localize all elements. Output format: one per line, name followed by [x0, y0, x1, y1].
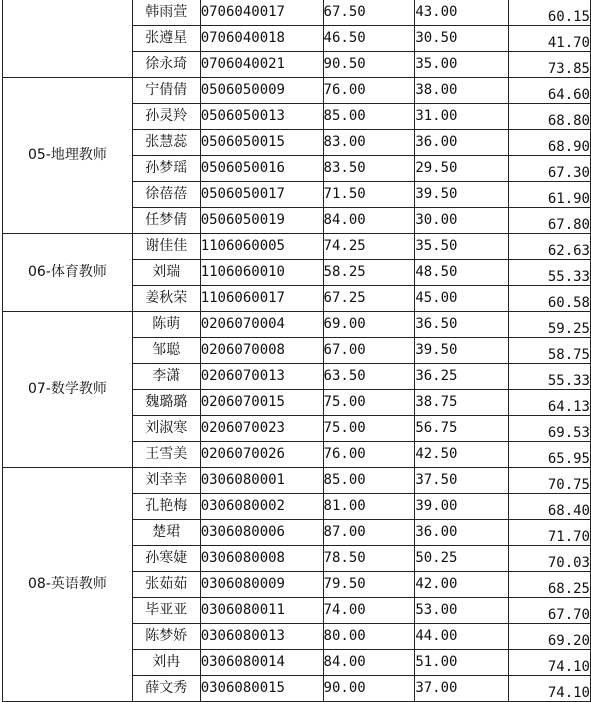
exam-id-cell: 0706040017: [200, 0, 323, 26]
written-score-cell: 83.00: [323, 130, 415, 156]
interview-score-cell: 39.50: [415, 338, 509, 364]
total-score-cell: [509, 468, 591, 494]
exam-id-cell: 1106060010: [200, 260, 323, 286]
written-score-cell: 90.50: [323, 52, 415, 78]
total-score-cell: [509, 390, 591, 416]
written-score-cell: 81.00: [323, 494, 415, 520]
name-cell: 张慧蕊: [132, 130, 200, 156]
exam-id-cell: 0306080009: [200, 572, 323, 598]
interview-score-cell: 39.50: [415, 182, 509, 208]
total-score-cell: [509, 260, 591, 286]
written-score-cell: 74.25: [323, 234, 415, 260]
interview-score-cell: 56.75: [415, 416, 509, 442]
name-cell: 姜秋荣: [132, 286, 200, 312]
name-cell: 任梦倩: [132, 208, 200, 234]
exam-id-cell: 0706040018: [200, 26, 323, 52]
total-score-value: 41.70: [547, 35, 590, 51]
score-table: [2, 0, 591, 702]
interview-score-cell: 31.00: [415, 104, 509, 130]
written-score-cell: 67.00: [323, 338, 415, 364]
written-score-cell: 78.50: [323, 546, 415, 572]
name-cell: 刘淑寒: [132, 416, 200, 442]
interview-score-cell: 30.50: [415, 26, 509, 52]
name-cell: 刘瑞: [132, 260, 200, 286]
total-score-cell: [509, 130, 591, 156]
total-score-value: 58.75: [547, 347, 590, 363]
exam-id-cell: 1106060005: [200, 234, 323, 260]
total-score-value: 59.25: [547, 321, 590, 337]
total-score-value: 67.70: [547, 607, 590, 623]
name-cell: 刘幸幸: [132, 468, 200, 494]
interview-score-cell: 42.50: [415, 442, 509, 468]
exam-id-cell: 0506050017: [200, 182, 323, 208]
interview-score-cell: 36.00: [415, 520, 509, 546]
exam-id-cell: 0506050019: [200, 208, 323, 234]
written-score-cell: 85.00: [323, 468, 415, 494]
exam-id-cell: 0206070015: [200, 390, 323, 416]
total-score-cell: [509, 26, 591, 52]
total-score-value: 65.95: [547, 451, 590, 467]
written-score-cell: 84.00: [323, 208, 415, 234]
total-score-cell: [509, 312, 591, 338]
position-cell: 05-地理教师: [3, 78, 133, 234]
written-score-cell: 75.00: [323, 390, 415, 416]
total-score-cell: [509, 364, 591, 390]
total-score-cell: [509, 442, 591, 468]
total-score-value: 55.33: [547, 373, 590, 389]
exam-id-cell: 0306080008: [200, 546, 323, 572]
total-score-value: 70.03: [547, 555, 590, 571]
written-score-cell: 63.50: [323, 364, 415, 390]
interview-score-cell: 51.00: [415, 650, 509, 676]
total-score-value: 60.15: [547, 9, 590, 25]
exam-id-cell: 0206070004: [200, 312, 323, 338]
total-score-cell: [509, 624, 591, 650]
interview-score-cell: 30.00: [415, 208, 509, 234]
total-score-cell: [509, 572, 591, 598]
exam-id-cell: 0206070013: [200, 364, 323, 390]
total-score-cell: [509, 650, 591, 676]
name-cell: 宁倩倩: [132, 78, 200, 104]
name-cell: 陈萌: [132, 312, 200, 338]
name-cell: 张遵星: [132, 26, 200, 52]
score-table-body: [3, 0, 591, 702]
total-score-value: 60.58: [547, 295, 590, 311]
interview-score-cell: 45.00: [415, 286, 509, 312]
written-score-cell: 67.25: [323, 286, 415, 312]
table-row: [3, 312, 591, 338]
written-score-cell: 76.00: [323, 78, 415, 104]
name-cell: 徐永琦: [132, 52, 200, 78]
exam-id-cell: 0706040021: [200, 52, 323, 78]
name-cell: 韩雨萱: [132, 0, 200, 26]
interview-score-cell: 43.00: [415, 0, 509, 26]
name-cell: 魏璐璐: [132, 390, 200, 416]
interview-score-cell: 42.00: [415, 572, 509, 598]
exam-id-cell: 0306080015: [200, 676, 323, 702]
interview-score-cell: 35.00: [415, 52, 509, 78]
total-score-cell: [509, 338, 591, 364]
interview-score-cell: 38.75: [415, 390, 509, 416]
exam-id-cell: 0206070023: [200, 416, 323, 442]
exam-id-cell: 0506050009: [200, 78, 323, 104]
written-score-cell: 76.00: [323, 442, 415, 468]
written-score-cell: 80.00: [323, 624, 415, 650]
table-row: [3, 234, 591, 260]
table-row: [3, 468, 591, 494]
interview-score-cell: 35.50: [415, 234, 509, 260]
total-score-value: 61.90: [547, 191, 590, 207]
position-cell: 08-英语教师: [3, 468, 133, 702]
interview-score-cell: 39.00: [415, 494, 509, 520]
name-cell: 李潇: [132, 364, 200, 390]
total-score-value: 67.30: [547, 165, 590, 181]
interview-score-cell: 37.50: [415, 468, 509, 494]
total-score-cell: [509, 494, 591, 520]
name-cell: 刘冉: [132, 650, 200, 676]
name-cell: 孙梦瑶: [132, 156, 200, 182]
total-score-cell: [509, 520, 591, 546]
name-cell: 谢佳佳: [132, 234, 200, 260]
exam-id-cell: 0306080011: [200, 598, 323, 624]
written-score-cell: 74.00: [323, 598, 415, 624]
name-cell: 张茹茹: [132, 572, 200, 598]
written-score-cell: 85.00: [323, 104, 415, 130]
total-score-value: 69.53: [547, 425, 590, 441]
written-score-cell: 46.50: [323, 26, 415, 52]
table-row: [3, 78, 591, 104]
exam-id-cell: 0306080001: [200, 468, 323, 494]
total-score-cell: [509, 104, 591, 130]
total-score-value: 69.20: [547, 633, 590, 649]
written-score-cell: 83.50: [323, 156, 415, 182]
interview-score-cell: 37.00: [415, 676, 509, 702]
name-cell: 陈梦娇: [132, 624, 200, 650]
position-cell: 07-数学教师: [3, 312, 133, 468]
exam-id-cell: 0206070026: [200, 442, 323, 468]
name-cell: 邹聪: [132, 338, 200, 364]
name-cell: 楚珺: [132, 520, 200, 546]
total-score-cell: [509, 676, 591, 702]
name-cell: 薛文秀: [132, 676, 200, 702]
written-score-cell: 71.50: [323, 182, 415, 208]
total-score-cell: [509, 182, 591, 208]
name-cell: 孙寒婕: [132, 546, 200, 572]
total-score-value: 73.85: [547, 61, 590, 77]
total-score-cell: [509, 156, 591, 182]
total-score-value: 74.10: [547, 659, 590, 675]
total-score-value: 55.33: [547, 269, 590, 285]
total-score-cell: [509, 416, 591, 442]
written-score-cell: 84.00: [323, 650, 415, 676]
total-score-value: 68.80: [547, 113, 590, 129]
total-score-cell: [509, 208, 591, 234]
total-score-value: 68.40: [547, 503, 590, 519]
written-score-cell: 75.00: [323, 416, 415, 442]
total-score-cell: [509, 52, 591, 78]
total-score-value: 74.10: [547, 685, 590, 701]
exam-id-cell: 0506050015: [200, 130, 323, 156]
position-cell: [3, 0, 133, 78]
name-cell: 徐蓓蓓: [132, 182, 200, 208]
total-score-value: 64.60: [547, 87, 590, 103]
position-cell: 06-体育教师: [3, 234, 133, 312]
exam-id-cell: 0206070008: [200, 338, 323, 364]
exam-id-cell: 0306080002: [200, 494, 323, 520]
interview-score-cell: 29.50: [415, 156, 509, 182]
interview-score-cell: 48.50: [415, 260, 509, 286]
name-cell: 孙灵羚: [132, 104, 200, 130]
total-score-value: 70.75: [547, 477, 590, 493]
total-score-cell: [509, 286, 591, 312]
total-score-cell: [509, 234, 591, 260]
total-score-value: 62.63: [547, 243, 590, 259]
exam-id-cell: 1106060017: [200, 286, 323, 312]
total-score-value: 67.80: [547, 217, 590, 233]
total-score-value: 68.90: [547, 139, 590, 155]
written-score-cell: 69.00: [323, 312, 415, 338]
total-score-cell: [509, 546, 591, 572]
exam-id-cell: 0306080013: [200, 624, 323, 650]
interview-score-cell: 53.00: [415, 598, 509, 624]
exam-id-cell: 0506050016: [200, 156, 323, 182]
written-score-cell: 67.50: [323, 0, 415, 26]
name-cell: 孔艳梅: [132, 494, 200, 520]
exam-id-cell: 0306080006: [200, 520, 323, 546]
name-cell: 王雪美: [132, 442, 200, 468]
written-score-cell: 79.50: [323, 572, 415, 598]
written-score-cell: 87.00: [323, 520, 415, 546]
name-cell: 毕亚亚: [132, 598, 200, 624]
table-row: [3, 0, 591, 26]
interview-score-cell: 50.25: [415, 546, 509, 572]
total-score-value: 71.70: [547, 529, 590, 545]
interview-score-cell: 44.00: [415, 624, 509, 650]
total-score-value: 64.13: [547, 399, 590, 415]
written-score-cell: 58.25: [323, 260, 415, 286]
total-score-cell: [509, 598, 591, 624]
interview-score-cell: 38.00: [415, 78, 509, 104]
interview-score-cell: 36.50: [415, 312, 509, 338]
interview-score-cell: 36.00: [415, 130, 509, 156]
interview-score-cell: 36.25: [415, 364, 509, 390]
total-score-cell: [509, 78, 591, 104]
written-score-cell: 90.00: [323, 676, 415, 702]
exam-id-cell: 0306080014: [200, 650, 323, 676]
total-score-cell: [509, 0, 591, 26]
total-score-value: 68.25: [547, 581, 590, 597]
exam-id-cell: 0506050013: [200, 104, 323, 130]
